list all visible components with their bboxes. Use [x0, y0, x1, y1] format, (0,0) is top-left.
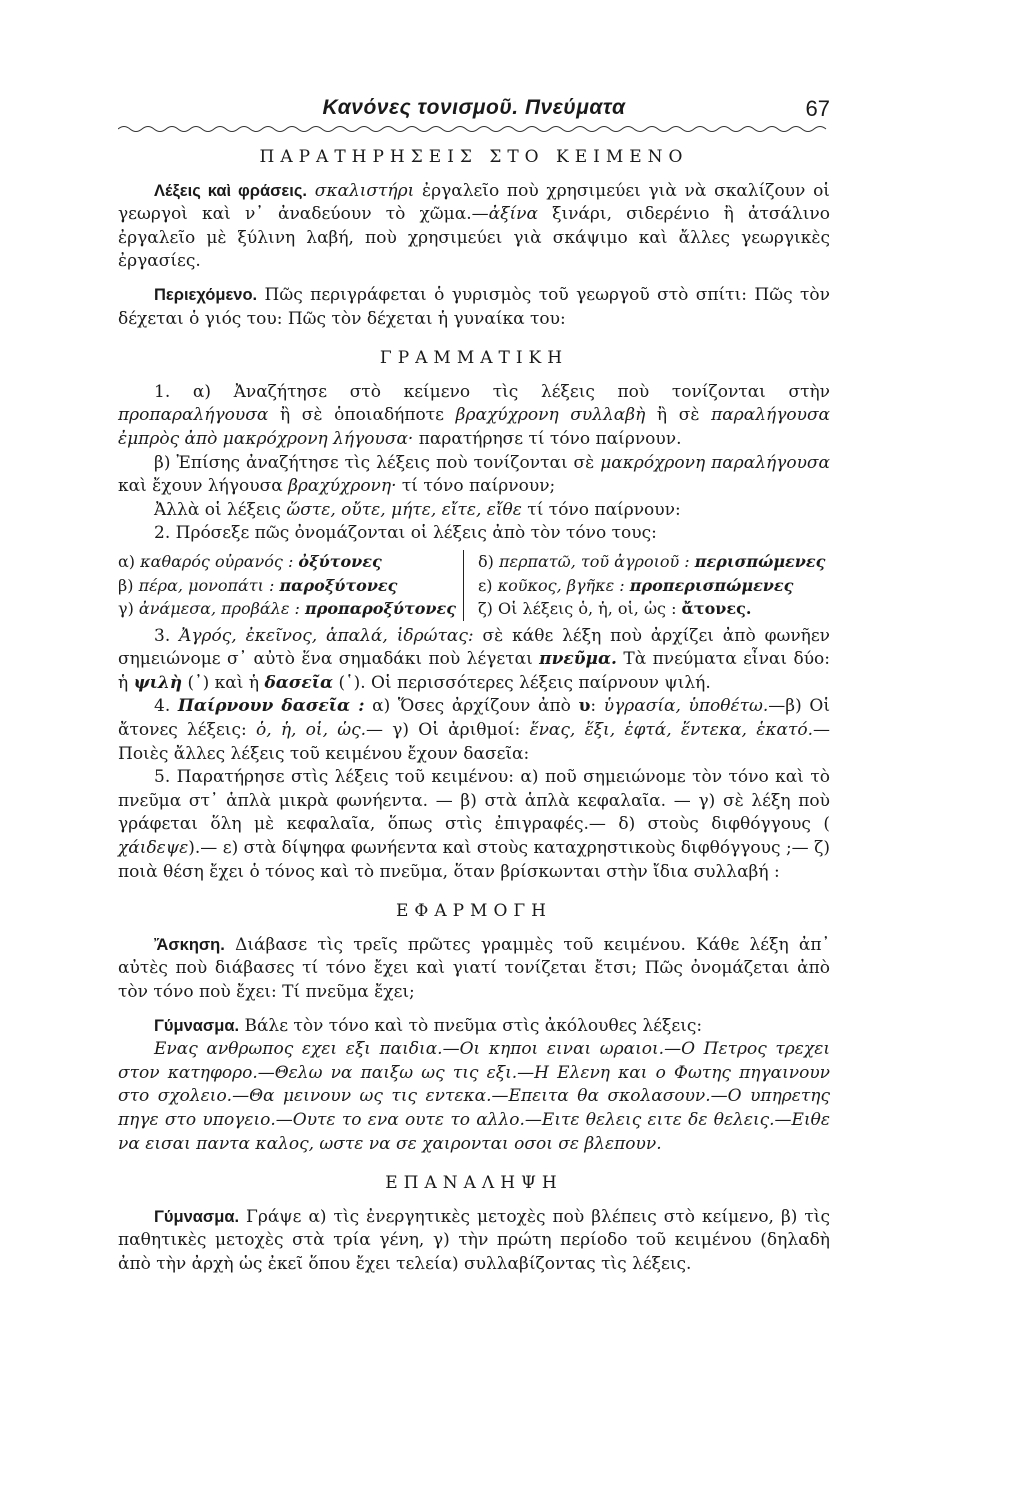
row-words: περπατῶ, τοῦ ἀγροιοῦ :	[498, 551, 695, 571]
term: ψιλὴ	[133, 672, 183, 693]
term: προπαραλήγουσα	[118, 405, 269, 426]
row-words: ἀνάμεσα, προβάλε :	[138, 599, 306, 619]
accent-row	[478, 597, 830, 621]
text: :	[590, 696, 604, 717]
exercise-3	[118, 625, 830, 696]
accent-row	[118, 574, 463, 598]
term: ὥστε, οὔτε, μήτε, εἴτε, εἴθε	[286, 499, 522, 520]
text: τί τόνο παίρνουν;	[396, 476, 556, 497]
term: ὁ, ἡ, οἱ, ὡς.	[255, 720, 367, 741]
running-title: Κανόνες τονισμοῦ. Πνεύματα	[322, 96, 626, 119]
text: — Ποιὲς ἄλλες λέξεις τοῦ κειμένου ἔχουν δασεῖα:	[118, 720, 830, 764]
paragraph-review-gymnasma	[118, 1206, 830, 1277]
term: μακρόχρονη παραλήγουσα	[600, 452, 830, 473]
page-header	[118, 96, 830, 126]
text: καὶ ἔχουν λήγουσα	[118, 476, 289, 497]
text: Τὰ πνεύματα εἶναι δύο: ἡ	[118, 649, 830, 693]
accent-row	[478, 574, 830, 598]
text: 4.	[154, 696, 178, 717]
text: τί τόνο παίρνουν:	[521, 499, 681, 520]
accent-column-left	[118, 550, 463, 621]
text: (᾿) καὶ ἡ	[182, 672, 265, 693]
exercise-5	[118, 766, 830, 884]
content-lead: Περιεχόμενο.	[154, 285, 258, 304]
term: Ἀγρός, ἐκεῖνος, ἁπαλά, ἱδρώτας:	[179, 625, 474, 646]
paragraph-content	[118, 284, 830, 331]
row-words: Οἱ λέξεις ὁ, ἡ, οἱ, ὡς :	[498, 599, 682, 619]
term: χάιδεψε	[118, 838, 189, 859]
section-title-review: ΕΠΑΝΑΛΗΨΗ	[385, 1173, 563, 1194]
exercise-2: 2. Πρόσεξε πῶς ὀνομάζονται οἱ λέξεις ἀπὸ τὸν τόνο τους:	[154, 523, 657, 544]
text: παρατήρησε τί τόνο παίρνουν.	[413, 428, 682, 449]
paragraph-askisi	[118, 934, 830, 1005]
text: ἢ σὲ ὁποιαδήποτε	[268, 405, 456, 426]
definition-text: ἐργαλεῖο ποὺ χρησιμεύει γιὰ νὰ σκαλίζουν οἱ γεωργοὶ καὶ ν᾿ ἀναδεύουν τὸ χῶμα.—	[118, 180, 830, 225]
term: βραχύχρονη·	[288, 476, 397, 497]
text: —β) Οἱ ἄτονες λέξεις:	[118, 696, 831, 741]
accent-column-right	[463, 550, 830, 621]
row-label: γ)	[118, 599, 139, 619]
unaccented-exercise-text: Ενας ανθρωπος εχει εξι παιδια.—Οι κηποι ειναι ωραιοι.—Ο Πετρος τρεχει στον κατηφορο.—Θελω να παιξω ως τις εξι.—Η Ελενη και ο Φωτης πηγαινουν στο σχολειο.—Θα μεινουν ως τις εντεκα.—Επειτα θα σκολασουν.—Ο υπηρετης πηγε στο υπογειο.—Ουτε το ενα ουτε το αλλο.—Ειτε θελεις ειτε δε θελεις.—Ειθε να εισαι παντα καλος, ωστε να σε χαιρονται οσοι σε βλεπουν.	[118, 1039, 830, 1154]
accent-classification-columns	[118, 550, 830, 621]
row-term: παροξύτονες	[279, 575, 398, 595]
exercise-1a	[118, 381, 830, 452]
text: 5. Παρατήρησε στὶς λέξεις τοῦ κειμένου: α) ποῦ σημειώνομε τὸν τόνο καὶ τὸ πνεῦμα στ᾿ ἁπλὰ μικρὰ φωνήεντα. — β) στὰ ἁπλὰ κεφαλαῖα. — γ) σὲ λέξη ποὺ γράφεται ὅλη μὲ κεφαλαῖα, ὅπως στὶς ἐπιγραφές.— δ) στοὺς διφθόγγους (	[118, 767, 830, 835]
term: Παίρνουν δασεῖα :	[177, 696, 365, 717]
row-words: πέρα, μονοπάτι :	[138, 575, 280, 595]
exercise-4	[118, 695, 830, 766]
paragraph-words-phrases	[118, 180, 830, 274]
words-lead: Λέξεις καὶ φράσεις.	[154, 181, 307, 200]
paragraph-gymnasma	[118, 1015, 830, 1039]
text: σὲ κάθε λέξη ποὺ ἀρχίζει ἀπὸ φωνῆεν σημειώνομε σ᾿ αὐτὸ ἕνα σημαδάκι ποὺ λέγεται	[118, 625, 831, 670]
row-label: α)	[118, 551, 141, 571]
text: ).— ε) στὰ δίψηφα φωνήεντα καὶ στοὺς καταχρηστικοὺς διφθόγγους ;— ζ) ποιὰ θέση ἔχει ὁ τόνος καὶ τὸ πνεῦμα, ὅταν βρίσκωνται στὴν ἴδια συλλαβή :	[118, 838, 830, 882]
review-gymnasma-text: Γράψε α) τὶς ἐνεργητικὲς μετοχὲς ποὺ βλέπεις στὸ κείμενο, β) τὶς παθητικὲς μετοχὲς στὰ τρία γένη, γ) τὴν πρώτη περίοδο τοῦ κειμένου (δηλαδὴ ἀπὸ τὴν ἀρχὴ ὡς ἐκεῖ ὅπου ἔχει τελεία) συλλαβίζοντας τὶς λέξεις.	[118, 1206, 830, 1274]
exercise-1b	[118, 452, 830, 499]
row-term: ὀξύτονες	[298, 551, 382, 571]
row-term: προπαροξύτονες	[305, 599, 456, 619]
text: α) Ὅσες ἀρχίζουν ἀπὸ	[364, 696, 579, 717]
content-text: Πῶς περιγράφεται ὁ γυρισμὸς τοῦ γεωργοῦ στὸ σπίτι: Πῶς τὸν δέχεται ὁ γιός του: Πῶς τὸν δέχεται ἡ γυναίκα του:	[118, 284, 830, 329]
term: βραχύχρονη συλλαβὴ	[455, 405, 646, 426]
exercise-1c	[118, 499, 830, 523]
section-title-observations: ΠΑΡΑΤΗΡΗΣΕΙΣ ΣΤΟ ΚΕΙΜΕΝΟ	[259, 147, 689, 167]
term-skalistiri: σκαλιστήρι	[307, 180, 422, 201]
row-words: καθαρός οὐρανός :	[140, 551, 299, 571]
row-term: ἄτονες.	[681, 599, 752, 619]
definition-text: ξινάρι, σιδερένιο ἢ ἀτσάλινο ἐργαλεῖο μὲ ξύλινη λαβή, ποὺ χρησιμεύει γιὰ σκάψιμο καὶ ἄλλες γεωργικὲς ἐργασίες.	[118, 204, 830, 272]
wavy-rule	[118, 124, 830, 134]
term: παραλήγουσα ἐμπρὸς ἀπὸ μακρόχρονη λήγουσα·	[118, 405, 831, 449]
text: — γ) Οἱ ἀριθμοί:	[366, 720, 530, 741]
row-label: ε)	[478, 575, 498, 595]
term: υ	[578, 696, 591, 717]
term: πνεῦμα.	[539, 649, 617, 670]
term: δασεῖα	[264, 672, 334, 693]
accent-row	[118, 550, 463, 574]
accent-row	[118, 597, 463, 621]
gymnasma-lead: Γύμνασμα.	[154, 1016, 240, 1035]
askisi-text: Διάβασε τὶς τρεῖς πρῶτες γραμμὲς τοῦ κειμένου. Κάθε λέξη ἀπ᾿ αὐτὲς ποὺ διάβασες τί τόνο ἔχει καὶ γιατί τονίζεται ἔτσι; Πῶς ὀνομάζεται ἀπὸ τὸν τόνο ποὺ ἔχει: Τί πνεῦμα ἔχει;	[118, 934, 830, 1002]
page-body	[118, 140, 830, 1277]
term-axina: ἀξίνα	[488, 204, 553, 225]
text: ἢ σὲ	[645, 405, 712, 426]
row-label: ζ)	[478, 599, 498, 619]
row-term: προπερισπώμενες	[629, 575, 794, 595]
section-title-grammar: ΓΡΑΜΜΑΤΙΚΗ	[379, 348, 569, 369]
row-term: περισπώμενες	[694, 551, 826, 571]
term: ὑγρασία, ὑποθέτω.	[603, 696, 769, 717]
text: 1. α) Ἀναζήτησε στὸ κείμενο τὶς λέξεις ποὺ τονίζονται στὴν	[154, 381, 830, 402]
askisi-lead: Ἄσκηση.	[154, 935, 225, 954]
text: (῾). Οἱ περισσότερες λέξεις παίρνουν ψιλή.	[333, 672, 711, 693]
text: β) Ἐπίσης ἀναζήτησε τὶς λέξεις ποὺ τονίζονται σὲ	[154, 452, 601, 473]
page-number: 67	[805, 96, 830, 121]
section-title-application: ΕΦΑΡΜΟΓΗ	[395, 901, 553, 922]
gymnasma-text: Βάλε τὸν τόνο καὶ τὸ πνεῦμα στὶς ἀκόλουθες λέξεις:	[239, 1015, 703, 1036]
row-label: δ)	[478, 551, 499, 571]
review-gymnasma-lead: Γύμνασμα.	[154, 1207, 240, 1226]
text: Ἀλλὰ οἱ λέξεις	[154, 499, 287, 520]
term: ἕνας, ἕξι, ἑφτά, ἕντεκα, ἑκατό.	[529, 720, 813, 741]
row-words: κοῦκος, βγῆκε :	[497, 575, 630, 595]
accent-row	[478, 550, 830, 574]
row-label: β)	[118, 575, 139, 595]
text: 3.	[154, 625, 180, 646]
